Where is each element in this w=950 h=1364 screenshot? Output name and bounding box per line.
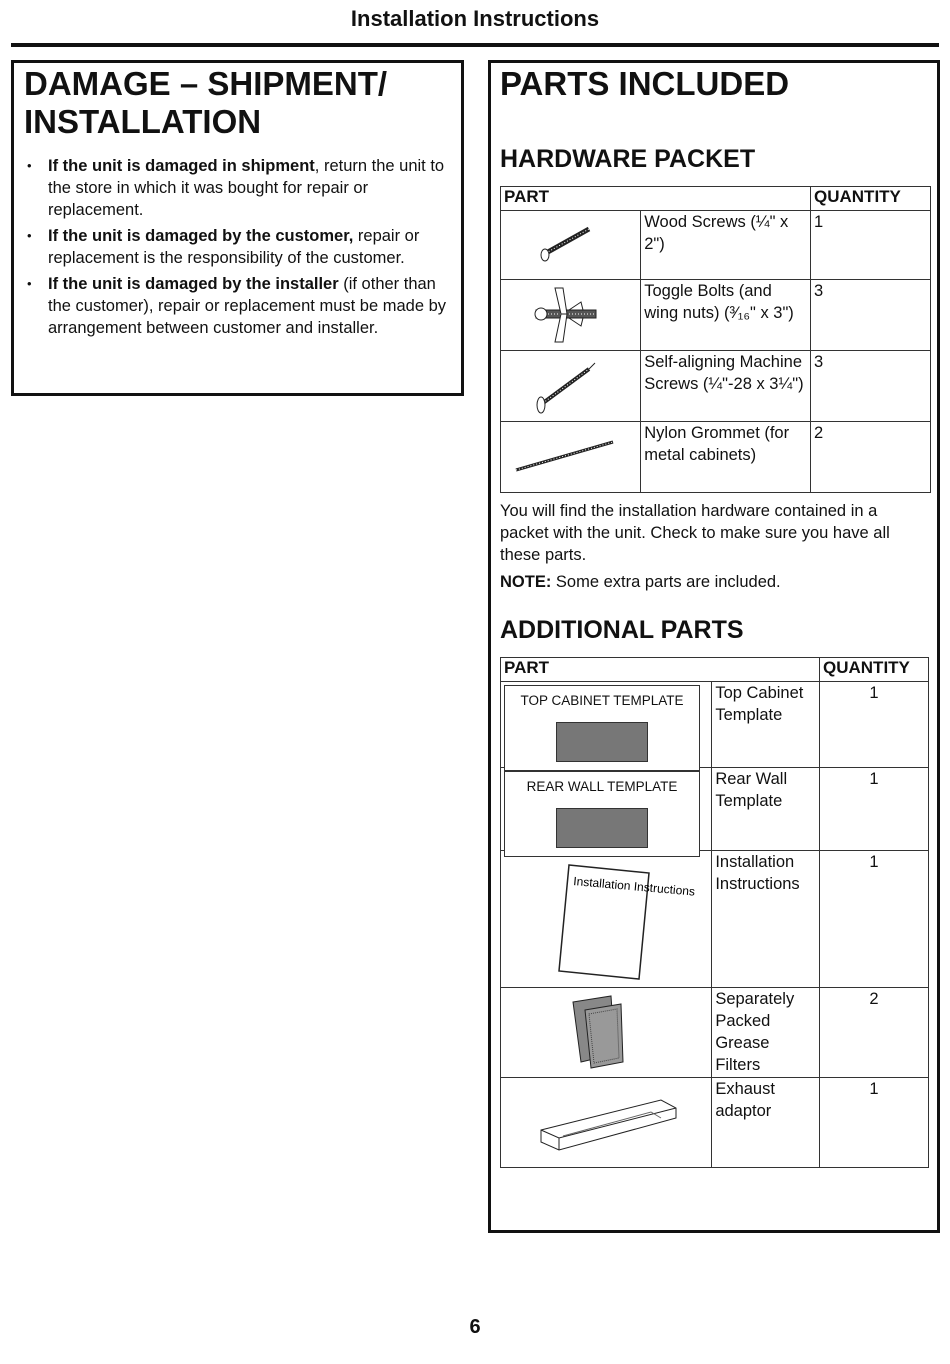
- part-desc: Exhaust adaptor: [712, 1078, 820, 1168]
- table-header-row: [501, 658, 929, 682]
- table-row: [501, 1078, 929, 1168]
- exhaust-adaptor-icon: [501, 1078, 712, 1168]
- part-qty: 1: [820, 768, 929, 851]
- part-qty: 1: [820, 851, 929, 988]
- note-label: NOTE:: [500, 573, 552, 591]
- part-desc: Installation Instructions: [712, 851, 820, 988]
- template-label: REAR WALL TEMPLATE: [526, 779, 678, 794]
- hardware-table: [500, 186, 931, 493]
- col-part: PART: [501, 658, 820, 682]
- damage-item-text: repair or replacement is the responsibility of the customer.: [48, 227, 420, 267]
- template-cutout: [556, 808, 648, 848]
- booklet-label: Installation Instructions: [572, 874, 696, 899]
- machine-screw-icon: [501, 351, 641, 422]
- col-quantity: QUANTITY: [811, 187, 931, 211]
- hardware-note: [500, 571, 930, 593]
- damage-item-text: (if other than the customer), repair or replacement must be made by arrangement between customer and installer.: [48, 275, 447, 337]
- table-header-row: [501, 187, 931, 211]
- damage-item-bold: If the unit is damaged by the customer,: [48, 227, 354, 245]
- parts-section: [488, 60, 940, 1233]
- damage-title: DAMAGE – SHIPMENT/ INSTALLATION: [24, 65, 388, 140]
- table-row: [501, 768, 929, 851]
- damage-item: [24, 155, 454, 221]
- toggle-bolt-icon: [501, 280, 641, 351]
- grease-filters-icon: [501, 988, 712, 1078]
- col-quantity: QUANTITY: [820, 658, 929, 682]
- part-desc: Toggle Bolts (and wing nuts) (³⁄₁₆" x 3"): [641, 280, 811, 351]
- wood-screw-icon: [501, 211, 641, 280]
- table-row: [501, 851, 929, 988]
- part-qty: 3: [811, 351, 931, 422]
- damage-item-bold: If the unit is damaged in shipment: [48, 157, 315, 175]
- nylon-grommet-icon: [501, 422, 641, 493]
- part-desc: Nylon Grommet (for metal cabinets): [641, 422, 811, 493]
- parts-title: PARTS INCLUDED: [500, 65, 790, 102]
- damage-item: [24, 225, 454, 269]
- table-row: [501, 988, 929, 1078]
- part-qty: 2: [820, 988, 929, 1078]
- table-row: [501, 351, 931, 422]
- hardware-title: HARDWARE PACKET: [500, 145, 756, 173]
- page-number: 6: [469, 1316, 481, 1338]
- table-row: [501, 422, 931, 493]
- instructions-booklet-icon: [501, 851, 712, 988]
- damage-list: [24, 155, 454, 343]
- additional-table: [500, 657, 929, 1168]
- table-row: [501, 682, 929, 768]
- template-label: TOP CABINET TEMPLATE: [520, 693, 684, 708]
- part-qty: 1: [820, 682, 929, 768]
- damage-section: [11, 60, 464, 396]
- page-header: Installation Instructions: [350, 6, 600, 31]
- header-rule: [11, 43, 939, 47]
- col-part: PART: [501, 187, 811, 211]
- template-card: [504, 685, 700, 771]
- part-qty: 1: [820, 1078, 929, 1168]
- part-desc: Wood Screws (¼" x 2"): [641, 211, 811, 280]
- hardware-note-text: You will find the installation hardware contained in a packet with the unit. Check to make sure you have all these parts.: [500, 502, 890, 564]
- template-card: [504, 771, 700, 857]
- damage-item-bold: If the unit is damaged by the installer: [48, 275, 339, 293]
- rear-wall-template-icon: [501, 768, 712, 851]
- table-row: [501, 211, 931, 280]
- damage-item-text: , return the unit to the store in which it was bought for repair or replacement.: [48, 157, 445, 219]
- part-qty: 2: [811, 422, 931, 493]
- part-qty: 1: [811, 211, 931, 280]
- note-body: Some extra parts are included.: [551, 573, 781, 591]
- additional-title: ADDITIONAL PARTS: [500, 616, 744, 644]
- part-desc: Self-aligning Machine Screws (¼"-28 x 3¼"): [641, 351, 811, 422]
- part-desc: Rear Wall Template: [712, 768, 820, 851]
- part-desc: Top Cabinet Template: [712, 682, 820, 768]
- top-cabinet-template-icon: [501, 682, 712, 768]
- table-row: [501, 280, 931, 351]
- damage-item: [24, 273, 454, 339]
- template-cutout: [556, 722, 648, 762]
- part-desc: Separately Packed Grease Filters: [712, 988, 820, 1078]
- part-qty: 3: [811, 280, 931, 351]
